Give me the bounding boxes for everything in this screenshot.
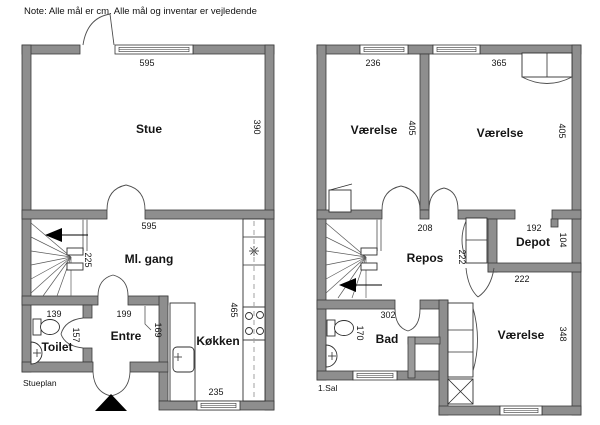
dim-toilet-width: 139 bbox=[46, 309, 62, 319]
shaft-icon bbox=[448, 379, 473, 404]
room-label-stue: Stue bbox=[135, 122, 163, 136]
stue-exterior-door bbox=[83, 14, 114, 45]
room-label-depot: Depot bbox=[516, 235, 550, 249]
dim-toilet-depth: 157 bbox=[71, 327, 81, 343]
room-label-repos: Repos bbox=[406, 251, 444, 265]
dim-depot-hall-width: 222 bbox=[514, 274, 530, 284]
room-label-toilet: Toilet bbox=[41, 340, 73, 354]
dim-kokken-width: 235 bbox=[208, 387, 224, 397]
dim-mlgang-depth: 225 bbox=[83, 252, 93, 268]
dim-vaerelse-nw-width: 236 bbox=[365, 58, 381, 68]
dim-vaerelse-nw-depth: 405 bbox=[407, 120, 417, 136]
dim-entre-width: 199 bbox=[116, 309, 132, 319]
vaerelse-ne-door-arc bbox=[429, 188, 458, 210]
dim-vaerelse-ne-depth: 405 bbox=[557, 123, 567, 139]
kitchen-counter-right bbox=[243, 219, 265, 401]
vaerelse-s-window bbox=[500, 406, 542, 415]
dim-stue-depth: 390 bbox=[252, 119, 262, 135]
stue-door-arc bbox=[107, 185, 145, 210]
dim-mlgang-width: 595 bbox=[141, 221, 157, 231]
dim-kokken-depth: 465 bbox=[229, 302, 239, 318]
kitchen-counter-left bbox=[170, 303, 195, 401]
dim-depot-width: 192 bbox=[526, 223, 542, 233]
vaerelse-nw-door-arc bbox=[382, 186, 420, 210]
room-label-vaerelse-nw: Værelse bbox=[350, 123, 398, 137]
dim-stue-width: 595 bbox=[139, 58, 155, 68]
room-label-entre: Entre bbox=[110, 329, 142, 343]
dim-bad-depth: 170 bbox=[355, 325, 365, 341]
dim-repos-width: 208 bbox=[417, 223, 433, 233]
vaerelse-ne-window bbox=[433, 45, 480, 54]
plan-label-1sal: 1.Sal bbox=[318, 383, 338, 393]
wardrobe-nw-icon bbox=[329, 184, 352, 212]
bad-window bbox=[353, 371, 397, 380]
dim-leader-169 bbox=[145, 306, 151, 330]
room-label-vaerelse-ne: Værelse bbox=[476, 126, 524, 140]
dim-vaerelse-s-depth: 348 bbox=[558, 326, 568, 342]
room-label-kokken: Køkken bbox=[196, 334, 240, 348]
toilet-wc-icon bbox=[33, 319, 60, 335]
entrance-door-arc bbox=[93, 372, 130, 396]
wardrobe-ne-icon bbox=[522, 53, 572, 84]
closet-s-icon bbox=[448, 303, 478, 377]
bad-door-arc bbox=[395, 309, 420, 331]
bad-wc-icon bbox=[327, 320, 354, 336]
kitchen-sink-icon bbox=[173, 347, 194, 372]
bad-sink-icon bbox=[326, 345, 337, 367]
staircase-ground bbox=[31, 219, 88, 296]
plan-label-stueplan: Stueplan bbox=[23, 378, 57, 388]
stair-direction-arrow bbox=[339, 278, 356, 292]
kokken-window bbox=[197, 401, 240, 410]
entre-door-arc bbox=[98, 275, 128, 296]
room-label-bad: Bad bbox=[375, 332, 399, 346]
room-label-mlgang: Ml. gang bbox=[124, 252, 174, 266]
stair-direction-arrow bbox=[45, 228, 62, 242]
dim-bad-width: 302 bbox=[380, 310, 396, 320]
room-label-vaerelse-s: Værelse bbox=[497, 328, 545, 342]
toilet-sink-icon bbox=[31, 342, 42, 364]
vaerelse-nw-window bbox=[360, 45, 408, 54]
dim-repos-door: 222 bbox=[457, 249, 467, 265]
dim-depot-depth: 104 bbox=[558, 232, 568, 248]
stue-window bbox=[115, 45, 193, 54]
entrance-arrow-icon bbox=[95, 394, 127, 411]
plan-note: Note: Alle mål er cm. Alle mål og inventar er vejledende bbox=[24, 6, 257, 17]
dim-entre-depth: 169 bbox=[153, 322, 163, 338]
staircase-first bbox=[326, 219, 382, 298]
dim-vaerelse-ne-width: 365 bbox=[491, 58, 507, 68]
